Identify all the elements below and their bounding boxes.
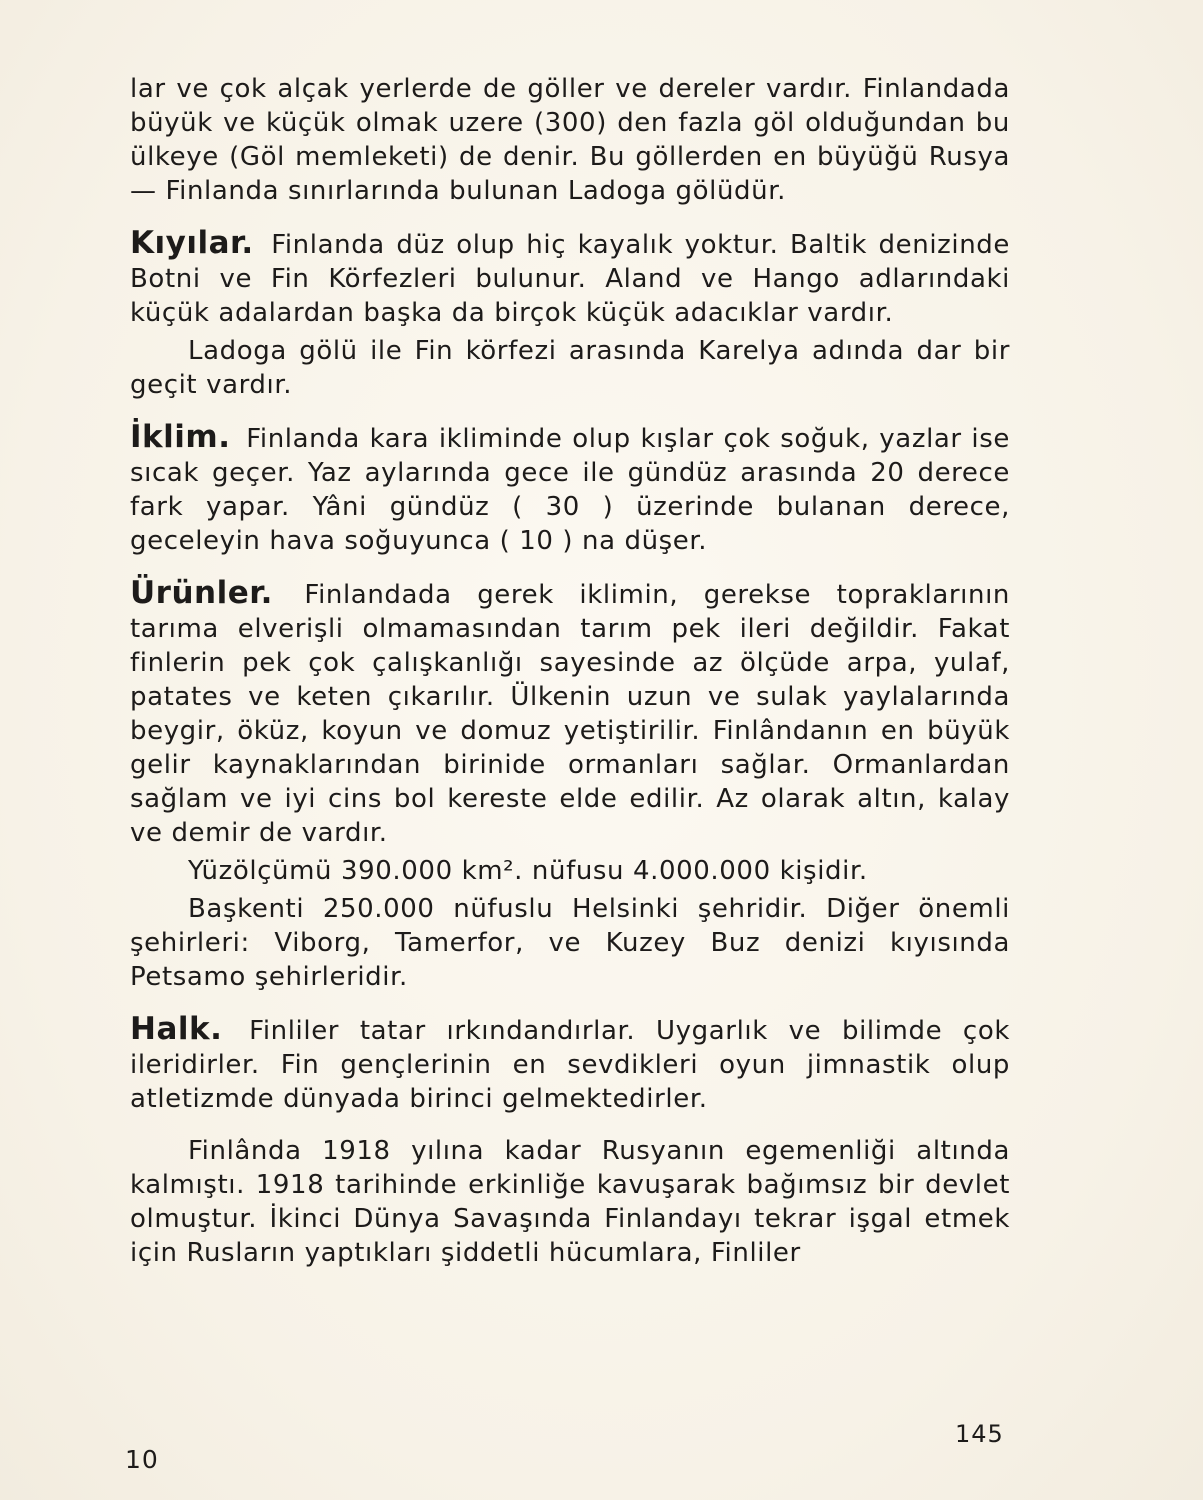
paragraph-text: Finlandada gerek iklimin, gerekse topraklarının tarıma elverişli olmamasından tarım pek ileri değildir. Fakat finlerin pek çok çalışkanlığı sayesinde az ölçüde arpa, yulaf, patates ve keten çıkarılır. Ülkenin uzun ve sulak yaylalarında beygir, öküz, koyun ve domuz yetiştirilir. Finlândanın en büyük gelir kaynaklarından birinide ormanları sağlar. Ormanlardan sağlam ve iyi cins bol kereste elde edilir. Az olarak altın, kalay ve demir de vardır. xyxy=(130,580,1010,848)
paragraph-lakes xyxy=(130,72,1010,208)
paragraph-text: Ladoga gölü ile Fin körfezi arasında Karelya adında dar bir geçit vardır. xyxy=(130,336,1010,400)
section-heading-people: Halk. xyxy=(130,1011,223,1047)
paragraph-text: Finliler tatar ırkındandırlar. Uygarlık ve bilimde çok ileridirler. Fin gençlerinin en sevdikleri oyun jimnastik olup atletizmde dünyada birinci gelmektedirler. xyxy=(130,1016,1010,1114)
paragraph-products xyxy=(130,576,1010,850)
paragraph-area-population xyxy=(130,854,1010,888)
section-heading-coasts: Kıyılar. xyxy=(130,225,254,261)
section-heading-products: Ürünler. xyxy=(130,575,273,611)
body-text xyxy=(130,72,1010,1270)
paragraph-people xyxy=(130,1012,1010,1116)
section-heading-climate: İklim. xyxy=(130,419,231,455)
paragraph-coasts xyxy=(130,226,1010,330)
paragraph-text: Yüzölçümü 390.000 km². nüfusu 4.000.000 kişidir. xyxy=(188,856,868,886)
paragraph-capital xyxy=(130,892,1010,994)
paragraph-history xyxy=(130,1134,1010,1270)
paragraph-text: Finlanda düz olup hiç kayalık yoktur. Baltik denizinde Botni ve Fin Körfezleri bulunur. Aland ve Hango adlarındaki küçük adalardan başka da birçok küçük adacıklar vardır. xyxy=(130,230,1010,328)
paragraph-text: Finlânda 1918 yılına kadar Rusyanın egemenliği altında kalmıştı. 1918 tarihinde erkinliğe kavuşarak bağımsız bir devlet olmuştur. İkinci Dünya Savaşında Finlandayı tekrar işgal etmek için Rusların yaptıkları şiddetli hücumlara, Finliler xyxy=(130,1136,1010,1268)
paragraph-text: Başkenti 250.000 nüfuslu Helsinki şehridir. Diğer önemli şehirleri: Viborg, Tamerfor, ve Kuzey Buz denizi kıyısında Petsamo şehirleridir. xyxy=(130,894,1010,992)
page-number: 145 xyxy=(955,1420,1004,1448)
signature-mark: 10 xyxy=(125,1445,159,1474)
paragraph-text: lar ve çok alçak yerlerde de göller ve dereler vardır. Finlandada büyük ve küçük olmak uzere (300) den fazla göl olduğundan bu ülkeye (Göl memleketi) de denir. Bu göllerden en büyüğü Rusya — Finlanda sınırlarında bulunan Ladoga gölüdür. xyxy=(130,74,1010,206)
paragraph-karelia xyxy=(130,334,1010,402)
paragraph-text: Finlanda kara ikliminde olup kışlar çok soğuk, yazlar ise sıcak geçer. Yaz aylarında gece ile gündüz arasında 20 derece fark yapar. Yâni gündüz ( 30 ) üzerinde bulanan derece, geceleyin hava soğuyunca ( 10 ) na düşer. xyxy=(130,424,1010,556)
paragraph-climate xyxy=(130,420,1010,558)
